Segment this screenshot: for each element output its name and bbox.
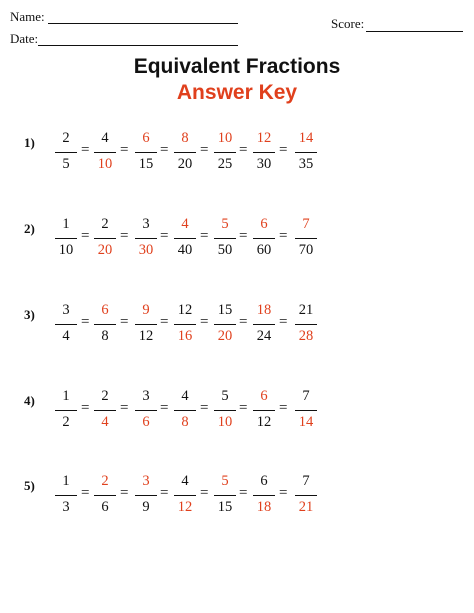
answer-denominator: 20 [97, 242, 113, 258]
answer-denominator: 28 [298, 328, 314, 344]
fraction-bar [214, 152, 236, 153]
problem-row [0, 130, 474, 190]
fraction-bar [94, 152, 116, 153]
denominator: 10 [58, 242, 74, 258]
score-label: Score: [331, 16, 365, 31]
fraction-bar [295, 238, 317, 239]
denominator: 12 [138, 328, 154, 344]
fraction-bar [295, 410, 317, 411]
denominator: 5 [62, 156, 70, 172]
answer-numerator: 2 [101, 473, 109, 489]
problem-number: 4) [24, 393, 35, 408]
answer-numerator: 5 [221, 473, 229, 489]
fraction-bar [174, 495, 196, 496]
answer-denominator: 8 [181, 414, 189, 430]
score-field[interactable] [366, 31, 463, 32]
fraction-bar [135, 152, 157, 153]
answer-numerator: 12 [256, 130, 272, 146]
numerator: 3 [62, 302, 70, 318]
answer-denominator: 4 [101, 414, 109, 430]
answer-denominator: 10 [217, 414, 233, 430]
denominator: 4 [62, 328, 70, 344]
equals-sign: = [81, 314, 90, 330]
fraction-bar [253, 238, 275, 239]
answer-numerator: 9 [142, 302, 150, 318]
equals-sign: = [160, 142, 169, 158]
answer-denominator: 21 [298, 499, 314, 515]
numerator: 1 [62, 216, 70, 232]
equals-sign: = [120, 400, 129, 416]
fraction-bar [94, 324, 116, 325]
equals-sign: = [81, 142, 90, 158]
equals-sign: = [200, 400, 209, 416]
fraction-bar [135, 495, 157, 496]
problem-row [0, 473, 474, 533]
equals-sign: = [239, 400, 248, 416]
answer-denominator: 16 [177, 328, 193, 344]
fraction-bar [94, 495, 116, 496]
equals-sign: = [279, 485, 288, 501]
fraction-bar [253, 410, 275, 411]
fraction-bar [253, 324, 275, 325]
fraction-bar [55, 495, 77, 496]
numerator: 1 [62, 473, 70, 489]
fraction-bar [253, 495, 275, 496]
equals-sign: = [120, 314, 129, 330]
numerator: 2 [62, 130, 70, 146]
fraction-bar [55, 238, 77, 239]
answer-denominator: 10 [97, 156, 113, 172]
denominator: 6 [101, 499, 109, 515]
equals-sign: = [200, 485, 209, 501]
equals-sign: = [120, 485, 129, 501]
denominator: 60 [256, 242, 272, 258]
problem-number: 5) [24, 478, 35, 493]
equals-sign: = [200, 228, 209, 244]
denominator: 12 [256, 414, 272, 430]
numerator: 3 [142, 216, 150, 232]
numerator: 4 [181, 388, 189, 404]
fraction-bar [94, 410, 116, 411]
denominator: 15 [138, 156, 154, 172]
numerator: 12 [177, 302, 193, 318]
denominator: 35 [298, 156, 314, 172]
problem-row [0, 388, 474, 448]
answer-denominator: 20 [217, 328, 233, 344]
numerator: 5 [221, 388, 229, 404]
equals-sign: = [160, 400, 169, 416]
answer-numerator: 10 [217, 130, 233, 146]
denominator: 24 [256, 328, 272, 344]
fraction-bar [174, 152, 196, 153]
numerator: 4 [181, 473, 189, 489]
equals-sign: = [200, 314, 209, 330]
denominator: 50 [217, 242, 233, 258]
fraction-bar [214, 495, 236, 496]
answer-numerator: 14 [298, 130, 314, 146]
answer-numerator: 3 [142, 473, 150, 489]
fraction-bar [55, 324, 77, 325]
denominator: 3 [62, 499, 70, 515]
fraction-bar [295, 495, 317, 496]
equals-sign: = [239, 314, 248, 330]
fraction-bar [55, 152, 77, 153]
answer-denominator: 18 [256, 499, 272, 515]
fraction-bar [174, 324, 196, 325]
denominator: 20 [177, 156, 193, 172]
equals-sign: = [200, 142, 209, 158]
equals-sign: = [239, 142, 248, 158]
denominator: 9 [142, 499, 150, 515]
fraction-bar [214, 410, 236, 411]
numerator: 2 [101, 216, 109, 232]
numerator: 3 [142, 388, 150, 404]
denominator: 2 [62, 414, 70, 430]
equals-sign: = [279, 228, 288, 244]
numerator: 15 [217, 302, 233, 318]
equals-sign: = [81, 400, 90, 416]
fraction-bar [295, 152, 317, 153]
fraction-bar [174, 410, 196, 411]
equals-sign: = [160, 228, 169, 244]
answer-denominator: 30 [138, 242, 154, 258]
numerator: 7 [302, 388, 310, 404]
fraction-bar [295, 324, 317, 325]
problem-number: 2) [24, 221, 35, 236]
fraction-bar [135, 238, 157, 239]
numerator: 4 [101, 130, 109, 146]
equals-sign: = [279, 400, 288, 416]
answer-numerator: 7 [302, 216, 310, 232]
equals-sign: = [279, 142, 288, 158]
equals-sign: = [81, 228, 90, 244]
numerator: 6 [260, 473, 268, 489]
denominator: 15 [217, 499, 233, 515]
denominator: 70 [298, 242, 314, 258]
problem-row [0, 302, 474, 362]
denominator: 40 [177, 242, 193, 258]
numerator: 21 [298, 302, 314, 318]
problem-number: 3) [24, 307, 35, 322]
page-title: Equivalent Fractions [133, 55, 341, 78]
fraction-bar [214, 324, 236, 325]
fraction-bar [253, 152, 275, 153]
numerator: 7 [302, 473, 310, 489]
denominator: 30 [256, 156, 272, 172]
equals-sign: = [81, 485, 90, 501]
fraction-bar [55, 410, 77, 411]
fraction-bar [94, 238, 116, 239]
problem-number: 1) [24, 135, 35, 150]
name-field[interactable] [48, 23, 238, 24]
problem-row [0, 216, 474, 276]
fraction-bar [174, 238, 196, 239]
equals-sign: = [239, 485, 248, 501]
numerator: 2 [101, 388, 109, 404]
answer-numerator: 6 [260, 388, 268, 404]
date-label: Date: [10, 31, 39, 46]
name-label: Name: [10, 9, 45, 24]
answer-numerator: 6 [260, 216, 268, 232]
answer-denominator: 14 [298, 414, 314, 430]
equals-sign: = [160, 314, 169, 330]
numerator: 1 [62, 388, 70, 404]
answer-denominator: 12 [177, 499, 193, 515]
date-field[interactable] [38, 45, 238, 46]
answer-numerator: 8 [181, 130, 189, 146]
equals-sign: = [239, 228, 248, 244]
equals-sign: = [160, 485, 169, 501]
equals-sign: = [279, 314, 288, 330]
answer-numerator: 18 [256, 302, 272, 318]
answer-numerator: 4 [181, 216, 189, 232]
fraction-bar [214, 238, 236, 239]
fraction-bar [135, 410, 157, 411]
equals-sign: = [120, 228, 129, 244]
answer-denominator: 6 [142, 414, 150, 430]
fraction-bar [135, 324, 157, 325]
denominator: 25 [217, 156, 233, 172]
answer-numerator: 6 [142, 130, 150, 146]
answer-numerator: 6 [101, 302, 109, 318]
denominator: 8 [101, 328, 109, 344]
equals-sign: = [120, 142, 129, 158]
answer-key-subtitle: Answer Key [176, 81, 298, 104]
answer-numerator: 5 [221, 216, 229, 232]
